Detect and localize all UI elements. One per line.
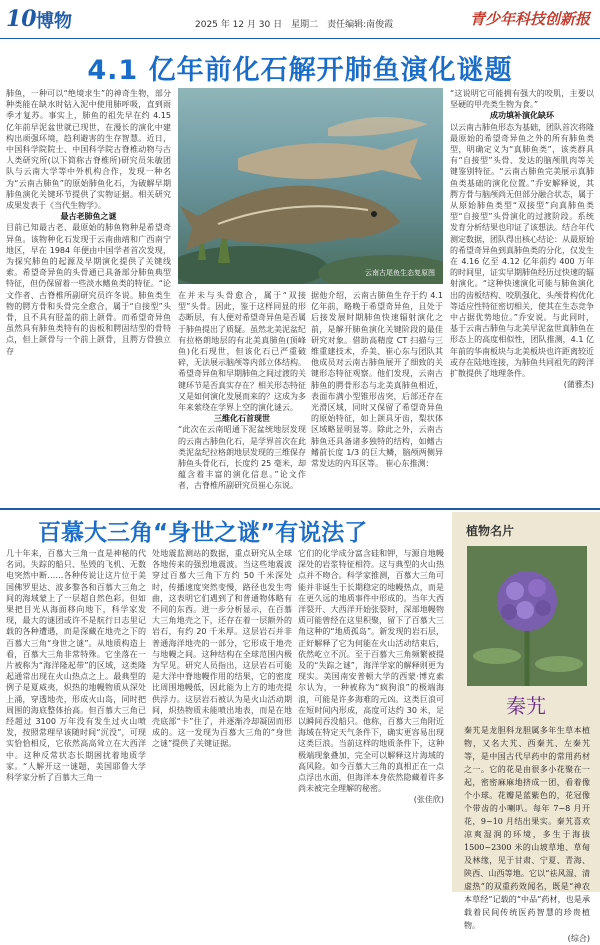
article1-subhead-1: 最古老肺鱼之谜 — [60, 212, 117, 222]
gentian-flower-illustration — [467, 546, 587, 686]
article2-paragraph-3: 它们的化学成分富含硅和钾，与源自地幔深处的岩浆特征相符。这与典型的火山热点并不吻合。科学家推测，百慕大三角可能并非诞生于长期稳定的地幔热点，而是在更久远的地质事件中形成的。当年大西洋裂开、大西洋开始张裂时，深部地幔物质可能曾经在这里积聚，留下了百慕大三角这种的“地质孤岛”。新发现的岩石层，正好解释了它为何能在火山活动结束后，依然屹立不沉。至于百慕大三角频繁被提及的“失踪之谜”，海洋学家的解释则更为现实。美国南安普顿大学的西蒙·博克索尔认为，一种被称为“疯狗浪”的极端海浪，可能是许多海难的元凶。这类巨浪可在短时间内形成，高度可达约 30 米，足以瞬间吞没船只。他称，百慕大三角附近海域在特定天气条件下，确实更容易出现这类巨浪。当前这样的地质条件下，这种极端现象叠加，完全可以解释这片海域的高风险。如今百慕大三角的真相正在一点点浮出水面，但海洋本身依然隐藏着许多尚未被完全理解的秘密。 — [298, 549, 444, 794]
article1-column-1 — [6, 88, 171, 504]
article1-paragraph-3: 在并未与头骨愈合，属于“双接型”头骨。因此，鉴于这样同显的形态断层，有人便对希望奇异鱼是否属于肺鱼提出了质疑。虽然北美泥盆纪有拉格朗地层的有北美真肺鱼(顶峰鱼)化石现世，但该化石已严重破碎，无法展示脑颅等内部立体结构。希望奇异鱼和早期肺鱼之间过渡的关键环节是否真实存在？相关形态特征又是如何演化发展而来的？这成为多年来萦绕在学界上空的演化谜云。 — [178, 291, 306, 413]
plant-description — [464, 724, 590, 945]
article1-column-4 — [450, 88, 594, 504]
article1-subhead-3: 成功填补演化缺环 — [490, 111, 554, 121]
article1-paragraph-intro: 肺鱼，一种可以“绝境求生”的神奇生物，部分种类能在缺水时钻入泥中使用肺呼吸，直到雨季才复苏。事实上，肺鱼的祖先早在约 4.15 亿年前早泥盆世就已现世，在漫长的演化中建构出顽强环境，趋利避害的生存智慧。近日，中国科学院院士、中国科学院古脊椎动物与古人类研究所(以下简称古脊椎所)研究员朱敏团队与云南大学等中外机构合作，发现一种名为“云南古肺鱼”的原始肺鱼化石，为破解早期肺鱼演化关键环节提供了实物证据。相关研究成果发表于《当代生物学》。 — [6, 89, 171, 211]
plant-byline: (综合) — [567, 934, 590, 943]
article2-column-3 — [298, 548, 444, 888]
image-caption: 云南古尾鱼生态复原图 — [365, 269, 435, 277]
article2-paragraph-1: 几十年来，百慕大三角一直是神秘的代名词。失踪的船只、坠毁的飞机、无数电突然中断……各种传说让这片位于美国佛罗里达、波多黎各和百慕大三角之间的海域蒙上了一层超自然色彩。但如果把目光从海面移向地下，科学家发现，最大的谜团或许不是航行日志里记载的各种遭遇，而是深藏在地壳之下的百慕大三角“身世之谜”。从地质构造上看，百慕大三角非常特殊。它坐落在一片被称为“海洋隆起带”的区域，这类隆起通常出现在火山热点之上。最典型的例子是夏威夷，炽热的地幔物质从深处上涌，穿透地壳，形成火山岛，同时把周围的海底整体抬高。但百慕大三角已经超过 3100 万年没有发生过火山喷发，按照常理早该随时间“沉没”，可现实恰恰相反，它依然高高耸立在大西洋中。这种反常状态长期困扰着地质学家。“人解开这一谜题，美国耶鲁大学科学家分析了百慕大三角一 — [6, 549, 146, 783]
article1-paragraph-4: “此次在云南昭通下泥盆统地层发现的云南古肺鱼化石，是学界首次在此类泥盆纪拉格朗地层发现的三维保存肺鱼头骨化石，长度约 25 毫米，却蕴含着丰富的演化信息。”论文作者，古脊椎所副研究员崔心东说。 — [178, 425, 306, 491]
masthead — [0, 0, 600, 39]
section-divider — [0, 508, 600, 510]
article1-column-2 — [178, 290, 306, 504]
section-title: 博物 — [36, 11, 72, 32]
fish-reconstruction-image — [178, 88, 443, 284]
page-number: 10 — [6, 6, 37, 32]
plant-name: 秦艽 — [506, 694, 546, 718]
article1-paragraph-6: “这说明它可能拥有强大的咬肌，主要以坚硬的甲壳类生物为食。” — [450, 89, 594, 110]
article2-headline: 百慕大三角“身世之谜”有说法了 — [38, 520, 368, 546]
article1-headline: 4.1 亿年前化石解开肺鱼演化谜题 — [87, 55, 513, 86]
brand-logo: 青少年科技创新报 — [469, 10, 590, 28]
article1-paragraph-5: 据他介绍，云南古肺鱼生存于约 4.1 亿年前，略晚于希望奇异鱼，且处于后接发展时期肺鱼快速辐射演化之前，是解开肺鱼演化关键阶段的最佳研究对象。借助高精度 CT 扫描与三维重建技术，乔美、崔心东与团队其他成员对云南古肺鱼展开了细致的关键形态特征观察。他们发现，云南古肺鱼的腭骨形态与北美真肺鱼相近，表面布满小型锥形齿突，后部还存在光滑区域，同时又保留了希望奇异鱼的原始特征，如上颌具牙齿，梨状体区域略显明显等。除此之外，云南古肺鱼还具备诸多独特的结构，如鳍古鳍前长度 1/3 的巨大鳞，脑颅两侧异常发达的内耳区等。 崔心东推测： — [311, 291, 443, 469]
dateline: 2025 年 12 月 30 日 星期二 责任编辑:南俊霞 — [195, 20, 394, 30]
plant-photo — [467, 546, 587, 686]
fish-illustration — [178, 88, 443, 284]
article1-column-3 — [311, 290, 443, 504]
article2-byline: (张佳欣) — [413, 795, 444, 805]
article2-column-1 — [6, 548, 146, 888]
plant-card — [452, 512, 600, 943]
article1-byline: (蒲雅杰) — [563, 380, 594, 390]
article1-paragraph-7: 以云南古肺鱼形态为基础，团队首次将隆最原始的希望奇异鱼之外的所有肺鱼类型，明确定义为“真肺鱼类”，该类群具有“自接型”头骨、发达的脑颅肌肉等关键鉴别特征。“云南古肺鱼完美展示真肺鱼类基础的演化位置。”乔安解释说，其腭方骨与脑颅尚无但部分融合状态，属于从原始肺鱼类型“双接型”向真肺鱼类型“自接型”头骨演化的过渡阶段。系统发育分析结果也印证了该想法。结合年代测定数据，团队得出核心结论：从最原始的希望奇异鱼到真肺鱼类的分化，仅发生在 4.16 亿至 4.12 亿年前约 400 万年的时间里，证实早期肺鱼经历过快速的辐射演化。“这种快速演化可能与肺鱼演化出的齿板结构、咬肌强化、头颅骨构优化等适应性特征密切相关，使其在生态竞争中占据优势地位。”乔安说。与此同时，基于云南古肺鱼与北美早泥盆世真肺鱼在形态上的高度相似性，团队推测，4.1 亿年前的华南板块与北美板块也许距离较近或存在陆地连接，为肺鱼共同祖先的跨洋扩散提供了地理条件。 — [450, 122, 594, 379]
article2-column-2 — [152, 548, 292, 888]
plant-description-text: 秦艽是龙胆科龙胆属多年生草本植物，又名大艽、西秦艽、左秦艽等，是中国古代早药中的常用药材之一。它的花是由很多小花聚在一起，密密麻麻地挤成一团，看着像个小球。花瓣是蓝紫色的，花冠像个带齿的小喇叭。每年 7~8 月开花，9~10 月结出果实。秦艽喜欢凉爽湿润的环境，多生于海拔 1500~2300 米的山坡草地、草甸及林缘，见于甘肃、宁夏、青海、陕西、山西等地。它以“祛风湿、清虚热”的双重药效闻名，既是“神农本草经”记载的“中品”药材，也是承载着民间传统医药智慧的珍贵植物。 — [464, 726, 590, 930]
plant-card-tag: 植物名片 — [466, 524, 515, 538]
article1-paragraph-2: 目前已知最古老、最原始的肺鱼物种是希望奇异鱼。该物种化石发现于云南曲靖和广西南宁地区，早在 1984 年便由中国学者首次发现，为探究肺鱼的起源及早期演化提供了关键线索。希望奇异鱼的头骨通已具备部分肺鱼典型特征，但仍保留着一些淡水鳍鱼类的特征。“论文作者、古脊椎所副研究员许冬说。肺鱼类生物的腭方骨和头骨完全愈合，属于“自接型”头骨，且不具有胫盖的前上颌骨。而希望奇异鱼虽然具有肺鱼类特有的齿板和腭固结型的骨特点，但上颌骨与一个前上颌骨，且腭方骨独立存 — [6, 223, 171, 356]
article2-paragraph-2: 处地震监测站的数据，重点研究从全球各地传来的强烈地震波。当这些地震波穿过百慕大三角下方约 50 千米深处时，传播速度突然变慢，路径也发生弯曲，这表明它们遇到了和普通物体略有不同的东西。进一步分析显示，在百慕大三角地壳之下，还存在着一层额外的岩石，有约 20 千米厚。这层岩石并非普通海洋地壳的一部分，它形成于地壳与地幔之间。这种结构在全球范围内极为罕见。研究人员指出，这层岩石可能是大洋中脊地幔作用的结果，它的密度比周围地幔低，因此能为上方的地壳提供浮力。这层岩石被认为是火山活动期间，炽热物质未能喷出地表，而是在地壳底部“卡”住了，并逐渐冷却凝固而形成的。这一发现为百慕大三角的“身世之谜”提供了关键证据。 — [152, 549, 292, 749]
article1-subhead-2: 三维化石首现世 — [214, 414, 270, 424]
